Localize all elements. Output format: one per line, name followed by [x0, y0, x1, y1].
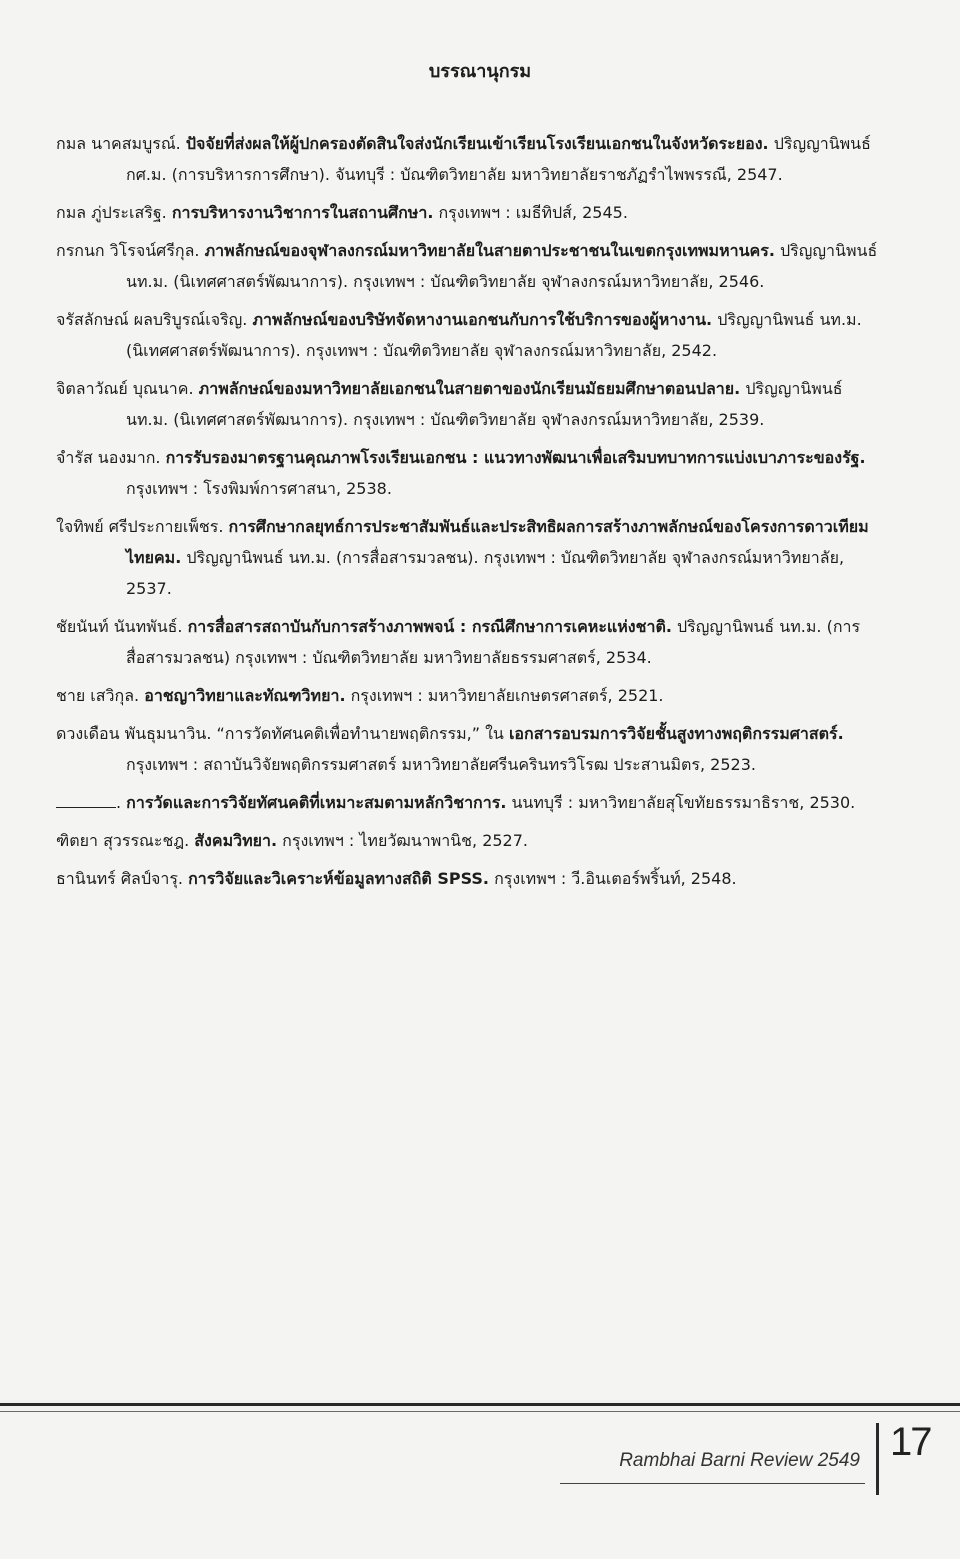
page-number-divider [876, 1423, 879, 1495]
entry-title: การศึกษากลยุทธ์การประชาสัมพันธ์และประสิทธิผลการสร้างภาพลักษณ์ของโครงการดาวเทียมไทยคม. [126, 517, 869, 567]
bibliography-entry [56, 611, 886, 673]
entry-publication: กรุงเทพฯ : มหาวิทยาลัยเกษตรศาสตร์, 2521. [345, 686, 664, 705]
journal-underline [560, 1483, 865, 1484]
entry-author: ชาย เสวิกุล. [56, 686, 140, 705]
entry-author: กมล ภู่ประเสริฐ. [56, 203, 167, 222]
entry-author: ฑิตยา สุวรรณะชฎ. [56, 831, 190, 850]
entry-publication: กรุงเทพฯ : วี.อินเตอร์พริ้นท์, 2548. [489, 869, 737, 888]
entry-publication: ปริญญานิพนธ์ กศ.ม. (การบริหารการศึกษา). จันทบุรี : บัณฑิตวิทยาลัย มหาวิทยาลัยราชภัฏรำไพพรรณี, 2547. [126, 134, 871, 184]
bibliography-entry [56, 197, 886, 228]
entry-author: จำรัส นองมาก. [56, 448, 161, 467]
bibliography-entry [56, 235, 886, 297]
repeat-author-dash [56, 789, 116, 808]
page-number: 17 [890, 1420, 931, 1464]
entry-title: ภาพลักษณ์ของมหาวิทยาลัยเอกชนในสายตาของนักเรียนมัธยมศึกษาตอนปลาย. [198, 379, 741, 398]
entry-chapter: “การวัดทัศนคติเพื่อทำนายพฤติกรรม,” ใน [211, 724, 509, 743]
bibliography-entry: . การวัดและการวิจัยทัศนคติที่เหมาะสมตามหลักวิชาการ. นนทบุรี : มหาวิทยาลัยสุโขทัยธรรมาธิราช, 2530. [56, 787, 886, 818]
entry-publication: กรุงเทพฯ : ไทยวัฒนาพานิช, 2527. [277, 831, 528, 850]
entry-title: การวัดและการวิจัยทัศนคติที่เหมาะสมตามหลักวิชาการ. [126, 793, 507, 812]
entry-author: กมล นาคสมบูรณ์. [56, 134, 181, 153]
bibliography-entry [56, 304, 886, 366]
entry-publication: กรุงเทพฯ : โรงพิมพ์การศาสนา, 2538. [126, 479, 392, 498]
footer-rule-thin [0, 1411, 960, 1412]
entry-title: การสื่อสารสถาบันกับการสร้างภาพพจน์ : กรณีศึกษาการเคหะแห่งชาติ. [187, 617, 672, 636]
entry-publication: ปริญญานิพนธ์ นท.ม. (การสื่อสารมวลชน) กรุงเทพฯ : บัณฑิตวิทยาลัย มหาวิทยาลัยธรรมศาสตร์, 2534. [126, 617, 861, 667]
entry-publication: ปริญญานิพนธ์ นท.ม. (นิเทศศาสตร์พัฒนาการ). กรุงเทพฯ : บัณฑิตวิทยาลัย จุฬาลงกรณ์มหาวิทยาลัย, 2546. [126, 241, 878, 291]
entry-publication: ปริญญานิพนธ์ นท.ม. (การสื่อสารมวลชน). กรุงเทพฯ : บัณฑิตวิทยาลัย จุฬาลงกรณ์มหาวิทยาลัย, 2537. [126, 548, 845, 598]
entry-publication: นนทบุรี : มหาวิทยาลัยสุโขทัยธรรมาธิราช, 2530. [506, 793, 856, 812]
footer-rule [0, 1403, 960, 1406]
entry-title: สังคมวิทยา. [194, 831, 278, 850]
page-title: บรรณานุกรม [428, 61, 532, 82]
entry-title: ปัจจัยที่ส่งผลให้ผู้ปกครองตัดสินใจส่งนักเรียนเข้าเรียนโรงเรียนเอกชนในจังหวัดระยอง. [185, 134, 769, 153]
entry-title: อาชญาวิทยาและทัณฑวิทยา. [144, 686, 346, 705]
entry-publication: ปริญญานิพนธ์ นท.ม. (นิเทศศาสตร์พัฒนาการ). กรุงเทพฯ : บัณฑิตวิทยาลัย จุฬาลงกรณ์มหาวิทยาลัย, 2542. [126, 310, 862, 360]
entry-title: การบริหารงานวิชาการในสถานศึกษา. [171, 203, 434, 222]
entry-title: ภาพลักษณ์ของจุฬาลงกรณ์มหาวิทยาลัยในสายตาประชาชนในเขตกรุงเทพมหานคร. [204, 241, 775, 260]
bibliography-list [56, 128, 886, 901]
entry-author: จรัสลักษณ์ ผลบริบูรณ์เจริญ. [56, 310, 248, 329]
entry-publication: ปริญญานิพนธ์ นท.ม. (นิเทศศาสตร์พัฒนาการ). กรุงเทพฯ : บัณฑิตวิทยาลัย จุฬาลงกรณ์มหาวิทยาลัย, 2539. [126, 379, 843, 429]
journal-name: Rambhai Barni Review 2549 [619, 1450, 860, 1471]
entry-author: ใจทิพย์ ศรีประกายเพ็ชร. [56, 517, 224, 536]
bibliography-entry [56, 718, 886, 780]
entry-title: การรับรองมาตรฐานคุณภาพโรงเรียนเอกชน : แนวทางพัฒนาเพื่อเสริมบทบาทการแบ่งเบาภาระของรัฐ. [165, 448, 866, 467]
bibliography-entry [56, 825, 886, 856]
entry-publication: กรุงเทพฯ : เมธีทิปส์, 2545. [433, 203, 628, 222]
entry-author: ชัยนันท์ นันทพันธ์. [56, 617, 183, 636]
entry-author: ธานินทร์ ศิลป์จารุ. [56, 869, 184, 888]
bibliography-entry [56, 442, 886, 504]
bibliography-entry [56, 373, 886, 435]
entry-title: เอกสารอบรมการวิจัยชั้นสูงทางพฤติกรรมศาสตร์. [508, 724, 844, 743]
entry-author: จิตลาวัณย์ บุณนาค. [56, 379, 194, 398]
bibliography-entry [56, 128, 886, 190]
entry-author: กรกนก วิโรจน์ศรีกุล. [56, 241, 200, 260]
bibliography-entry [56, 863, 886, 894]
entry-title: ภาพลักษณ์ของบริษัทจัดหางานเอกชนกับการใช้บริการของผู้หางาน. [252, 310, 713, 329]
bibliography-entry [56, 680, 886, 711]
entry-author: ดวงเดือน พันธุมนาวิน. [56, 724, 212, 743]
entry-title: การวิจัยและวิเคราะห์ข้อมูลทางสถิติ SPSS. [188, 869, 490, 888]
entry-publication: กรุงเทพฯ : สถาบันวิจัยพฤติกรรมศาสตร์ มหาวิทยาลัยศรีนครินทรวิโรฒ ประสานมิตร, 2523. [126, 755, 756, 774]
bibliography-entry [56, 511, 886, 604]
